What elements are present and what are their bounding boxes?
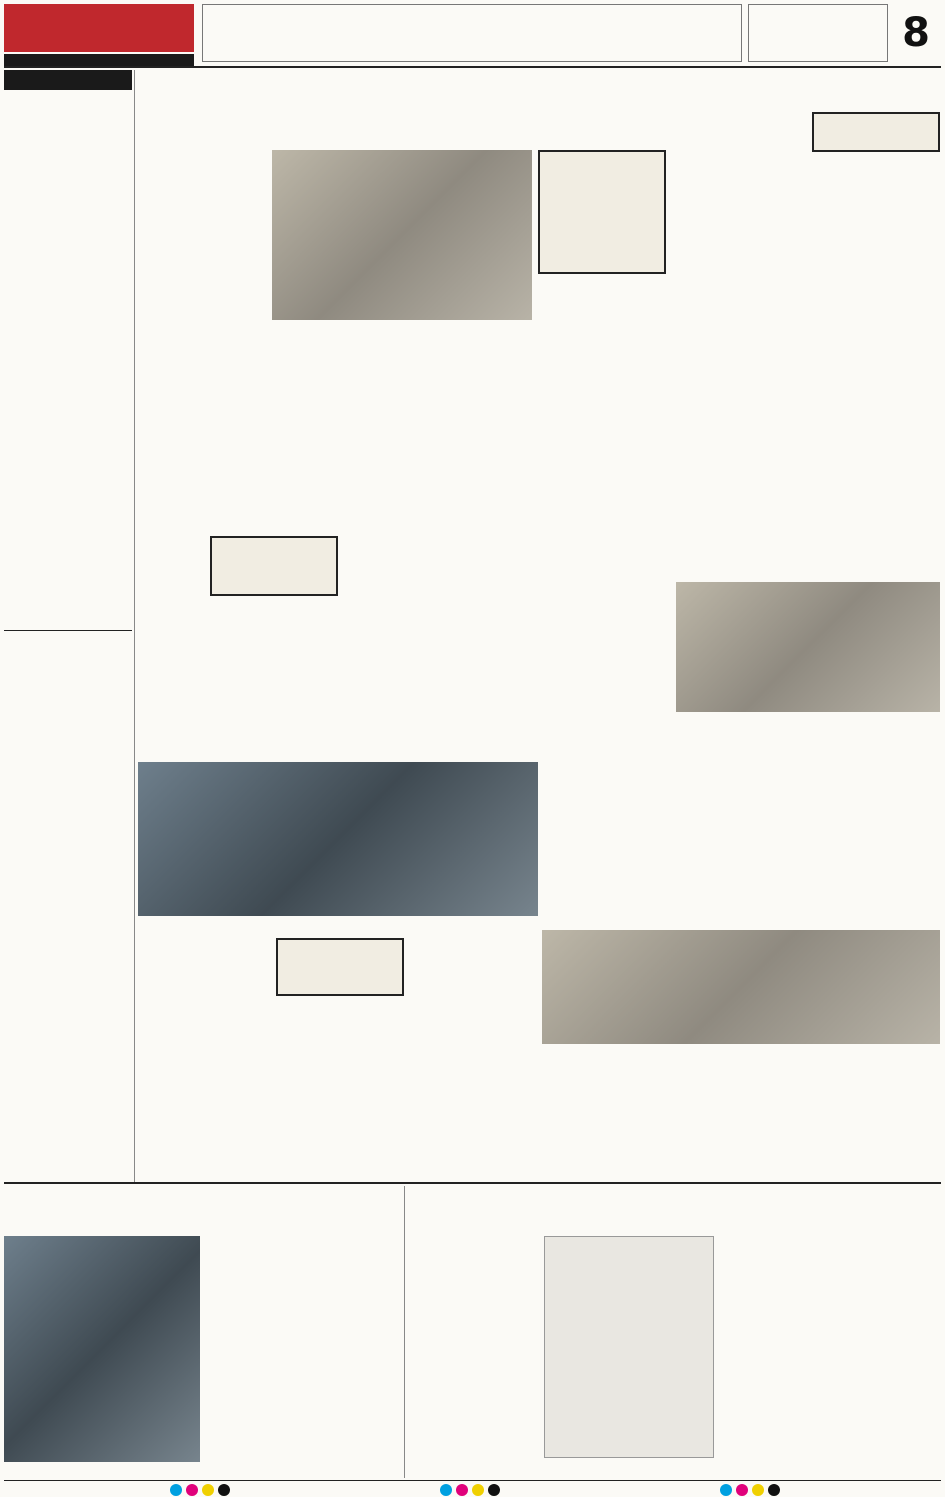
youth-programme-photo xyxy=(542,930,940,1044)
print-mark-black-2 xyxy=(488,1484,500,1496)
art-exhibition-story xyxy=(204,1236,400,1476)
print-mark-cyan xyxy=(170,1484,182,1496)
rights-team-headline xyxy=(138,708,538,758)
bottom-band-divider xyxy=(404,1186,405,1478)
cooperative-week-headline xyxy=(676,514,940,578)
print-mark-magenta xyxy=(186,1484,198,1496)
left-brief-1 xyxy=(4,94,132,474)
left-column-divider xyxy=(134,70,135,1182)
rent-story-text-1 xyxy=(410,1236,540,1476)
print-mark-magenta-2 xyxy=(456,1484,468,1496)
gram-sabha-story xyxy=(138,938,538,1178)
lead-story-text-3 xyxy=(538,278,666,470)
left-column-header xyxy=(4,70,132,90)
print-mark-cyan-3 xyxy=(720,1484,732,1496)
lead-story-text-2 xyxy=(272,338,532,470)
lead-story-headline xyxy=(138,70,668,146)
page-number: 8 xyxy=(902,10,930,56)
print-mark-black-3 xyxy=(768,1484,780,1496)
rent-story-document-photo xyxy=(544,1236,714,1458)
right-top-story xyxy=(674,154,940,514)
rent-story-headline xyxy=(410,1186,940,1232)
second-story-sidebox xyxy=(210,536,338,596)
print-mark-cyan-2 xyxy=(440,1484,452,1496)
art-exhibition-caption xyxy=(4,1462,200,1476)
cooperative-week-photo xyxy=(676,582,940,712)
lead-story-text-1 xyxy=(138,150,268,470)
art-exhibition-headline xyxy=(4,1186,404,1232)
bottom-band-rule xyxy=(4,1182,941,1184)
youth-programme-caption xyxy=(542,1044,940,1058)
temple-crowd-story xyxy=(542,534,670,704)
left-brief-3 xyxy=(4,632,132,992)
left-brief-2 xyxy=(4,478,132,628)
second-story-kicker xyxy=(542,506,670,530)
lead-story-sidebox xyxy=(538,150,666,274)
print-mark-magenta-3 xyxy=(736,1484,748,1496)
lead-story-photo xyxy=(272,150,532,320)
lead-story-caption xyxy=(272,322,532,336)
masthead-rule xyxy=(4,66,941,68)
rent-story-text-2 xyxy=(718,1236,940,1476)
art-exhibition-photo xyxy=(4,1236,200,1462)
cooperative-week-story xyxy=(676,716,940,892)
youth-programme-story xyxy=(542,1062,940,1178)
second-story-headline xyxy=(138,478,538,530)
page-section-banner xyxy=(748,4,888,62)
right-top-subhead-box xyxy=(812,112,940,152)
right-top-headline xyxy=(674,70,940,110)
arrest-story xyxy=(542,708,672,884)
rights-team-photo xyxy=(138,762,538,916)
youth-programme-headline xyxy=(542,892,940,928)
masthead-teaser xyxy=(202,4,742,62)
masthead-logo xyxy=(4,4,194,52)
rights-team-caption xyxy=(138,918,538,932)
print-mark-yellow-3 xyxy=(752,1484,764,1496)
print-mark-black xyxy=(218,1484,230,1496)
second-story-text xyxy=(138,534,538,704)
footer-rule xyxy=(4,1480,941,1481)
print-mark-yellow-2 xyxy=(472,1484,484,1496)
print-mark-yellow xyxy=(202,1484,214,1496)
left-column-rule xyxy=(4,630,132,631)
